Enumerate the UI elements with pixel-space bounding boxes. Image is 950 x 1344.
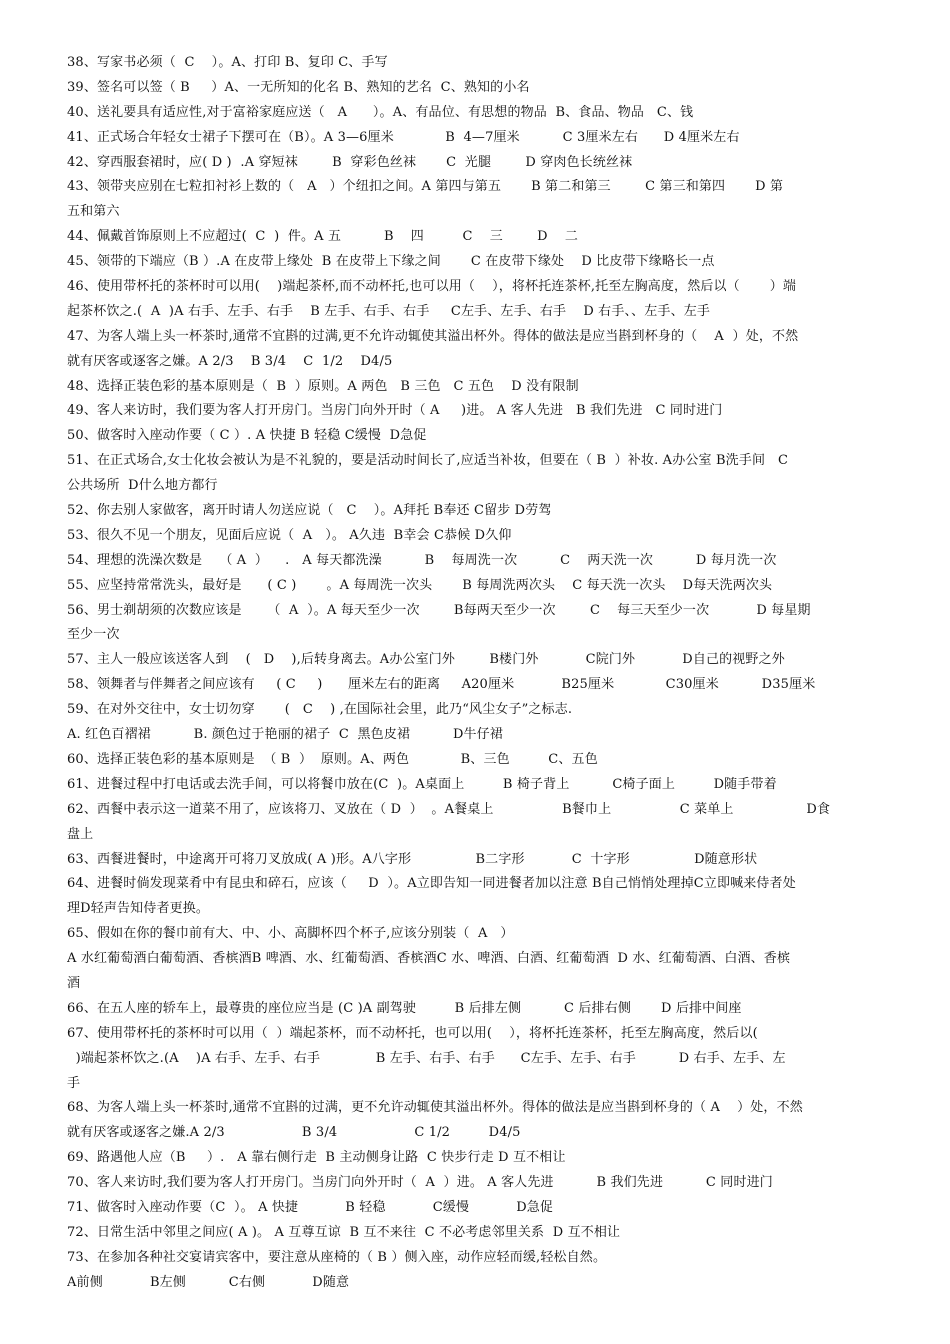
text-line: 39、签名可以签（ B ）A、一无所知的化名 B、熟知的艺名 C、熟知的小名 [67, 79, 530, 95]
text-line: A前侧 B左侧 C右侧 D随意 [67, 1274, 350, 1290]
text-line: 41、正式场合年轻女士裙子下摆可在（B）。A 3—6厘米 B 4—7厘米 C 3厘米左右 D 4厘米左右 [67, 129, 740, 145]
text-line: 理D轻声告知侍者更换。 [67, 901, 210, 917]
text-line: 67、使用带杯托的茶杯时可以用（ ）端起茶杯，而不动杯托，也可以用( ），将杯托连茶杯，托至左胸高度，然后以( [67, 1025, 758, 1041]
text-line: 72、日常生活中邻里之间应( A )。 A 互尊互谅 B 互不来往 C 不必考虑邻里关系 D 互不相让 [67, 1224, 621, 1240]
text-line: 57、主人一般应该送客人到 ( D ),后转身离去。A办公室门外 B楼门外 C院门外 D自己的视野之外 [67, 652, 785, 668]
text-line: 54、理想的洗澡次数是 （ A ） . A 每天都洗澡 B 每周洗一次 C 两天洗一次 D 每月洗一次 [67, 552, 777, 568]
text-line: 40、送礼要具有适应性,对于富裕家庭应送（ A ）。A、有品位、有思想的物品 B、食品、物品 C、钱 [67, 104, 694, 120]
text-line: 50、做客时入座动作要（ C ）. A 快捷 B 轻稳 C缓慢 D急促 [67, 428, 427, 444]
text-line: )端起茶杯饮之.(A )A 右手、左手、右手 B 左手、右手、右手 C左手、左手、右手 D 右手、左手、左 [67, 1050, 786, 1066]
text-line: 49、客人来访时，我们要为客人打开房门。当房门向外开时（ A )进。 A 客人先进 B 我们先进 C 同时进门 [67, 403, 723, 419]
text-line: 48、选择正装色彩的基本原则是（ B ）原则。A 两色 B 三色 C 五色 D 没有限制 [67, 378, 579, 394]
text-line: 65、假如在你的餐巾前有大、中、小、高脚杯四个杯子,应该分别装（ A ） [67, 926, 514, 942]
text-line: 59、在对外交往中，女士切勿穿 ( C ) ,在国际社会里，此乃“风尘女子”之标志. [67, 702, 573, 718]
text-line: 71、做客时入座动作要（C ）。 A 快捷 B 轻稳 C缓慢 D急促 [67, 1199, 554, 1215]
text-line: 52、你去别人家做客，离开时请人勿送应说（ C ）。A拜托 B奉还 C留步 D劳驾 [67, 503, 552, 519]
text-line: 公共场所 D什么地方都行 [67, 478, 218, 494]
text-line: 43、领带夹应别在七粒扣衬衫上数的（ A ）个纽扣之间。A 第四与第五 B 第二和第三 C 第三和第四 D 第 [67, 179, 784, 195]
text-line: 44、佩戴首饰原则上不应超过( C ) 件。A 五 B 四 C 三 D 二 [67, 229, 578, 245]
text-line: 就有厌客或逐客之嫌。A 2/3 B 3/4 C 1/2 D4/5 [67, 353, 393, 369]
text-line: 手 [67, 1075, 81, 1091]
text-line: 62、西餐中表示这一道菜不用了，应该将刀、叉放在（ D ） 。A餐桌上 B餐巾上 C 菜单上 D食 [67, 801, 831, 817]
text-line: 47、为客人端上头一杯茶时,通常不宜斟的过满,更不允许动辄使其溢出杯外。得体的做法是应当斟到杯身的（ A ）处，不然 [67, 328, 799, 344]
text-line: 55、应坚持常常洗头，最好是 ( C ) 。A 每周洗一次头 B 每周洗两次头 C 每天洗一次头 D每天洗两次头 [67, 577, 773, 593]
text-line: 69、路遇他人应（B ）. A 靠右侧行走 B 主动侧身让路 C 快步行走 D 互不相让 [67, 1150, 566, 1166]
text-line: 五和第六 [67, 204, 120, 220]
text-line: 61、进餐过程中打电话或去洗手间，可以将餐巾放在(C )。A桌面上 B 椅子背上 C椅子面上 D随手带着 [67, 776, 777, 792]
text-line: 45、领带的下端应（B ）.A 在皮带上缘处 B 在皮带上下缘之间 C 在皮带下缘处 D 比皮带下缘略长一点 [67, 254, 715, 270]
text-line: 51、在正式场合,女士化妆会被认为是不礼貌的，要是活动时间长了,应适当补妆，但要在（ B ）补妆. A办公室 B洗手间 C [67, 453, 789, 469]
text-line: 60、选择正装色彩的基本原则是 （ B ） 原则。A、两色 B、三色 C、五色 [67, 751, 598, 767]
text-line: 盘上 [67, 826, 94, 842]
text-line: 就有厌客或逐客之嫌.A 2/3 B 3/4 C 1/2 D4/5 [67, 1125, 521, 1141]
text-line: 63、西餐进餐时，中途离开可将刀叉放成( A )形。A八字形 B二字形 C 十字形 D随意形状 [67, 851, 758, 867]
text-line: A 水红葡萄酒白葡萄酒、香槟酒B 啤酒、水、红葡萄酒、香槟酒C 水、啤酒、白酒、红葡萄酒 D 水、红葡萄酒、白酒、香槟 [67, 951, 791, 967]
text-line: 70、客人来访时,我们要为客人打开房门。当房门向外开时（ A ）进。 A 客人先进 B 我们先进 C 同时进门 [67, 1175, 773, 1191]
text-line: 起茶杯饮之.( A )A 右手、左手、右手 B 左手、右手、右手 C左手、左手、右手 D 右手、、左手、左手 [67, 303, 711, 319]
text-line: 56、男士剃胡须的次数应该是 （ A ）。A 每天至少一次 B每两天至少一次 C 每三天至少一次 D 每星期 [67, 602, 811, 618]
question-list [67, 51, 877, 1320]
text-line: 酒 [67, 975, 81, 991]
text-line: 68、为客人端上头一杯茶时,通常不宜斟的过满，更不允许动辄使其溢出杯外。得体的做法是应当斟到杯身的（ A ）处，不然 [67, 1100, 803, 1116]
text-line: 38、写家书必须（ C ）。A、打印 B、复印 C、手写 [67, 55, 388, 70]
text-line: 66、在五人座的轿车上，最尊贵的座位应当是 (C )A 副驾驶 B 后排左侧 C 后排右侧 D 后排中间座 [67, 1000, 742, 1016]
text-line: 73、在参加各种社交宴请宾客中，要注意从座椅的（ B ）侧入座，动作应轻而缓,轻松自然。 [67, 1249, 607, 1265]
text-line: A. 红色百褶裙 B. 颜色过于艳丽的裙子 C 黑色皮裙 D牛仔裙 [67, 727, 503, 743]
text-line: 53、很久不见一个朋友，见面后应说（ A ）。 A久违 B幸会 C恭候 D久仰 [67, 527, 512, 543]
text-line: 46、使用带杯托的茶杯时可以用( )端起茶杯,而不动杯托,也可以用（ ），将杯托连茶杯,托至左胸高度，然后以（ ）端 [67, 279, 797, 295]
text-line: 58、领舞者与伴舞者之间应该有 ( C ) 厘米左右的距离 A20厘米 B25厘米 C30厘米 D35厘米 [67, 677, 816, 693]
text-line: 至少一次 [67, 627, 120, 643]
text-line [67, 1296, 877, 1321]
text-line: 42、穿西服套裙时，应( D ) .A 穿短袜 B 穿彩色丝袜 C 光腿 D 穿肉色长统丝袜 [67, 154, 633, 170]
text-line: 64、进餐时倘发现菜肴中有昆虫和碎石，应该（ D ）。A立即告知一同进餐者加以注意 B自己悄悄处理掉C立即喊来侍者处 [67, 876, 796, 892]
